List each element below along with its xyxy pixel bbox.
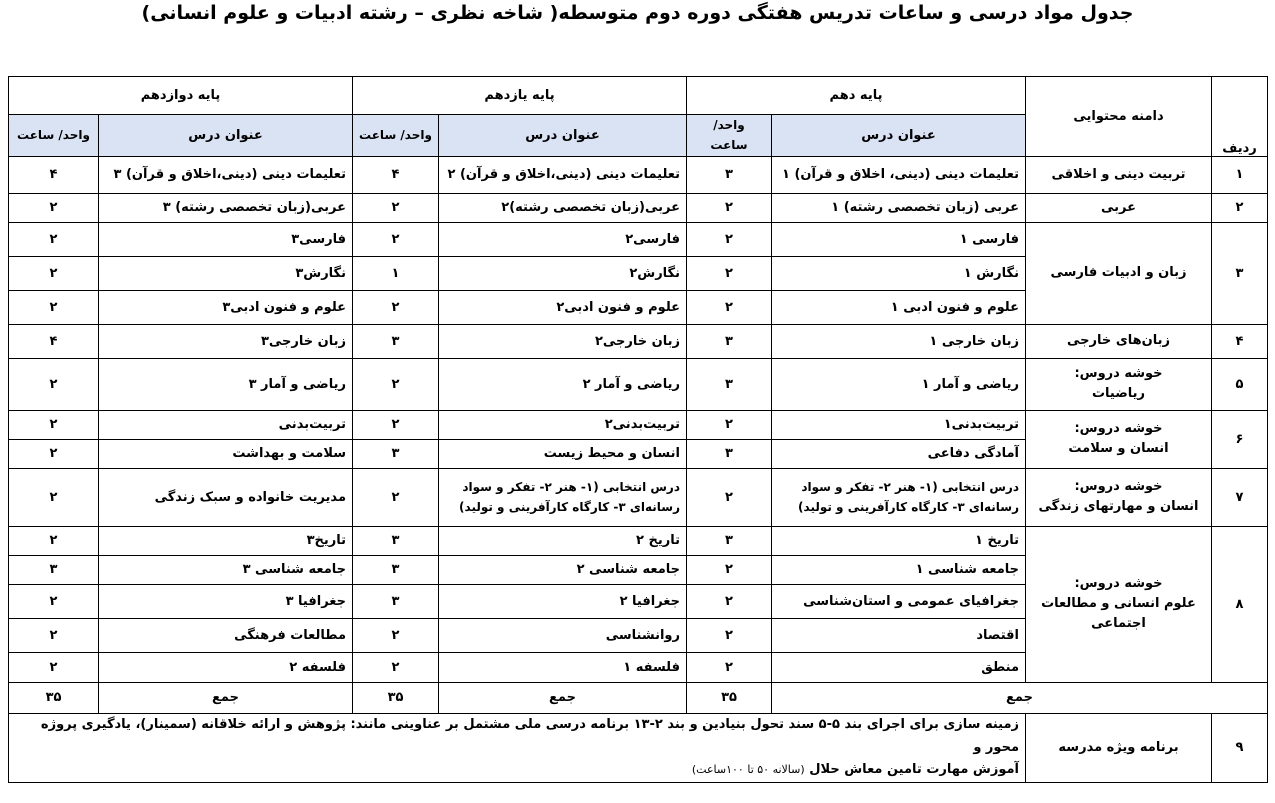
hours-cell: ۴ xyxy=(9,156,99,193)
hours-cell: ۲ xyxy=(9,526,99,555)
course-cell: تعلیمات دینی (دینی،اخلاق و قرآن) ۲ xyxy=(439,156,687,193)
course-cell xyxy=(772,468,1026,526)
hours-cell: ۲ xyxy=(9,256,99,290)
special-program-row xyxy=(9,713,1268,782)
domain-cell xyxy=(1026,526,1212,682)
hours-cell: ۲ xyxy=(687,410,772,439)
course-cell: فارسی۲ xyxy=(439,222,687,256)
hours-cell: ۲ xyxy=(9,652,99,682)
special-line: آموزش مهارت تامین معاش حلال xyxy=(809,762,1019,778)
hours-cell: ۲ xyxy=(687,222,772,256)
hours-cell: ۴ xyxy=(353,156,439,193)
course-cell: زبان خارجی۳ xyxy=(99,324,353,358)
hours-cell: ۲ xyxy=(353,222,439,256)
course-line: درس انتخابی (۱- هنر ۲- تفکر و سواد xyxy=(462,479,680,494)
total-label: جمع xyxy=(772,682,1268,713)
domain-line: انسان و مهارتهای زندگی xyxy=(1038,499,1199,515)
hours-cell: ۲ xyxy=(9,222,99,256)
course-cell: سلامت و بهداشت xyxy=(99,439,353,468)
hours-cell: ۲ xyxy=(9,618,99,652)
course-cell: علوم و فنون ادبی۲ xyxy=(439,290,687,324)
course-cell: روانشناسی xyxy=(439,618,687,652)
hours-cell: ۲ xyxy=(9,439,99,468)
course-cell: عربی(زبان تخصصی رشته)۲ xyxy=(439,193,687,222)
course-cell: انسان و محیط زیست xyxy=(439,439,687,468)
hours-cell: ۲ xyxy=(9,193,99,222)
hours-cell: ۲ xyxy=(9,584,99,618)
header-course-title: عنوان درس xyxy=(439,115,687,157)
domain-cell xyxy=(1026,358,1212,410)
course-cell: تاریخ ۲ xyxy=(439,526,687,555)
hours-cell: ۲ xyxy=(353,618,439,652)
hours-cell: ۲ xyxy=(687,555,772,584)
hours-cell: ۲ xyxy=(353,468,439,526)
course-cell: جامعه شناسی ۲ xyxy=(439,555,687,584)
header-course-title: عنوان درس xyxy=(772,115,1026,157)
course-cell: مدیریت خانواده و سبک زندگی xyxy=(99,468,353,526)
hours-cell: ۲ xyxy=(687,290,772,324)
header-unit-hours: واحد/ ساعت xyxy=(9,115,99,157)
table-row xyxy=(9,222,1268,256)
domain-cell: زبان‌های خارجی xyxy=(1026,324,1212,358)
domain-line: خوشه دروس: xyxy=(1074,421,1163,437)
hours-cell: ۲ xyxy=(687,468,772,526)
hours-cell: ۲ xyxy=(687,256,772,290)
course-cell: آمادگی دفاعی xyxy=(772,439,1026,468)
special-line: زمینه سازی برای اجرای بند ۵-۵ سند تحول بنیادین و بند ۲-۱۳ برنامه درسی ملی مشتمل بر عناوینی مانند: پژوهش و ارائه خلاقانه (سمینار)، یادگیری پروژه محور و xyxy=(40,716,1019,755)
header-level-11: پایه یازدهم xyxy=(353,77,687,115)
course-cell: منطق xyxy=(772,652,1026,682)
hours-cell: ۳ xyxy=(687,358,772,410)
course-cell: جامعه شناسی ۱ xyxy=(772,555,1026,584)
table-row xyxy=(9,193,1268,222)
domain-cell xyxy=(1026,468,1212,526)
domain-line: ریاضیات xyxy=(1091,386,1146,402)
course-cell xyxy=(439,468,687,526)
table-row xyxy=(9,468,1268,526)
hours-cell: ۳ xyxy=(687,439,772,468)
row-number: ۸ xyxy=(1212,526,1268,682)
hours-cell: ۳ xyxy=(687,156,772,193)
course-cell: ریاضی و آمار ۲ xyxy=(439,358,687,410)
domain-cell: زبان و ادبیات فارسی xyxy=(1026,222,1212,324)
course-cell: فارسی ۱ xyxy=(772,222,1026,256)
header-unit-hours: واحد/ ساعت xyxy=(353,115,439,157)
hours-cell: ۲ xyxy=(353,290,439,324)
course-cell: فارسی۳ xyxy=(99,222,353,256)
course-cell: ریاضی و آمار ۱ xyxy=(772,358,1026,410)
course-cell: اقتصاد xyxy=(772,618,1026,652)
hours-cell: ۲ xyxy=(353,652,439,682)
course-cell: تعلیمات دینی (دینی، اخلاق و قرآن) ۱ xyxy=(772,156,1026,193)
header-level-10: پایه دهم xyxy=(687,77,1026,115)
course-line: درس انتخابی (۱- هنر ۲- تفکر و سواد xyxy=(801,479,1019,494)
hours-cell: ۳ xyxy=(353,584,439,618)
domain-line: خوشه دروس: xyxy=(1074,576,1163,592)
row-number: ۶ xyxy=(1212,410,1268,468)
course-cell: ریاضی و آمار ۳ xyxy=(99,358,353,410)
hours-cell: ۲ xyxy=(353,410,439,439)
course-cell: علوم و فنون ادبی۳ xyxy=(99,290,353,324)
table-row xyxy=(9,358,1268,410)
domain-line: خوشه دروس: xyxy=(1074,366,1163,382)
domain-line: خوشه دروس: xyxy=(1074,479,1163,495)
course-cell: جغرافیا ۲ xyxy=(439,584,687,618)
hours-cell: ۴ xyxy=(9,324,99,358)
course-cell: علوم و فنون ادبی ۱ xyxy=(772,290,1026,324)
hours-cell: ۲ xyxy=(9,358,99,410)
course-cell: تربیت‌بدنی xyxy=(99,410,353,439)
hours-cell: ۲ xyxy=(687,652,772,682)
hours-cell: ۲ xyxy=(9,290,99,324)
hours-cell: ۲ xyxy=(9,468,99,526)
course-cell: مطالعات فرهنگی xyxy=(99,618,353,652)
hours-cell: ۲ xyxy=(687,618,772,652)
row-number: ۲ xyxy=(1212,193,1268,222)
course-cell: تربیت‌بدنی۲ xyxy=(439,410,687,439)
special-program-text xyxy=(9,713,1026,782)
row-number: ۱ xyxy=(1212,156,1268,193)
course-line: رسانه‌ای ۳- کارگاه کارآفرینی و تولید) xyxy=(798,500,1019,515)
course-cell: فلسفه ۲ xyxy=(99,652,353,682)
course-cell: فلسفه ۱ xyxy=(439,652,687,682)
domain-line: اجتماعی xyxy=(1091,616,1146,632)
course-cell: نگارش۲ xyxy=(439,256,687,290)
row-number: ۳ xyxy=(1212,222,1268,324)
total-label: جمع xyxy=(99,682,353,713)
course-cell: تاریخ ۱ xyxy=(772,526,1026,555)
course-cell: عربی(زبان تخصصی رشته) ۳ xyxy=(99,193,353,222)
course-cell: جامعه شناسی ۳ xyxy=(99,555,353,584)
course-cell: تاریخ۳ xyxy=(99,526,353,555)
course-cell: تعلیمات دینی (دینی،اخلاق و قرآن) ۳ xyxy=(99,156,353,193)
course-cell: نگارش ۱ xyxy=(772,256,1026,290)
hours-cell: ۲ xyxy=(687,193,772,222)
total-label: جمع xyxy=(439,682,687,713)
domain-line: انسان و سلامت xyxy=(1068,441,1169,457)
header-domain: دامنه محتوایی xyxy=(1026,77,1212,157)
special-line-2 xyxy=(15,759,1019,782)
total-value: ۳۵ xyxy=(9,682,99,713)
table-row xyxy=(9,526,1268,555)
row-number: ۹ xyxy=(1212,713,1268,782)
header-course-title: عنوان درس xyxy=(99,115,353,157)
hours-cell: ۲ xyxy=(687,584,772,618)
course-cell: نگارش۳ xyxy=(99,256,353,290)
hours-cell: ۱ xyxy=(353,256,439,290)
hours-cell: ۳ xyxy=(687,324,772,358)
total-value: ۳۵ xyxy=(687,682,772,713)
course-cell: تربیت‌بدنی۱ xyxy=(772,410,1026,439)
page-title: جدول مواد درسی و ساعات تدریس هفتگی دوره دوم متوسطه( شاخه نظری – رشته ادبیات و علوم انسانی) xyxy=(141,2,1134,24)
total-value: ۳۵ xyxy=(353,682,439,713)
table-row xyxy=(9,156,1268,193)
hours-cell: ۳ xyxy=(353,526,439,555)
header-unit-hours: واحد/ ساعت xyxy=(687,115,772,157)
special-note: (سالانه ۵۰ تا ۱۰۰ساعت) xyxy=(691,763,805,777)
hours-cell: ۳ xyxy=(9,555,99,584)
curriculum-table xyxy=(8,76,1268,783)
course-cell: عربی (زبان تخصصی رشته) ۱ xyxy=(772,193,1026,222)
row-number: ۵ xyxy=(1212,358,1268,410)
domain-cell xyxy=(1026,410,1212,468)
course-cell: جغرافیا ۳ xyxy=(99,584,353,618)
table-row xyxy=(9,410,1268,439)
hours-cell: ۳ xyxy=(687,526,772,555)
row-number: ۷ xyxy=(1212,468,1268,526)
hours-cell: ۳ xyxy=(353,439,439,468)
hours-cell: ۲ xyxy=(9,410,99,439)
course-cell: زبان خارجی۲ xyxy=(439,324,687,358)
domain-line: علوم انسانی و مطالعات xyxy=(1041,596,1196,612)
totals-row xyxy=(9,682,1268,713)
hours-cell: ۳ xyxy=(353,555,439,584)
header-level-12: پایه دوازدهم xyxy=(9,77,353,115)
hours-cell: ۳ xyxy=(353,324,439,358)
hours-cell: ۲ xyxy=(353,358,439,410)
header-row-no: ردیف xyxy=(1212,77,1268,157)
course-cell: زبان خارجی ۱ xyxy=(772,324,1026,358)
domain-cell: برنامه ویژه مدرسه xyxy=(1026,713,1212,782)
table-row xyxy=(9,324,1268,358)
course-cell: جغرافیای عمومی و استان‌شناسی xyxy=(772,584,1026,618)
hours-cell: ۲ xyxy=(353,193,439,222)
row-number: ۴ xyxy=(1212,324,1268,358)
domain-cell: تربیت دینی و اخلاقی xyxy=(1026,156,1212,193)
domain-cell: عربی xyxy=(1026,193,1212,222)
course-line: رسانه‌ای ۳- کارگاه کارآفرینی و تولید) xyxy=(459,500,680,515)
